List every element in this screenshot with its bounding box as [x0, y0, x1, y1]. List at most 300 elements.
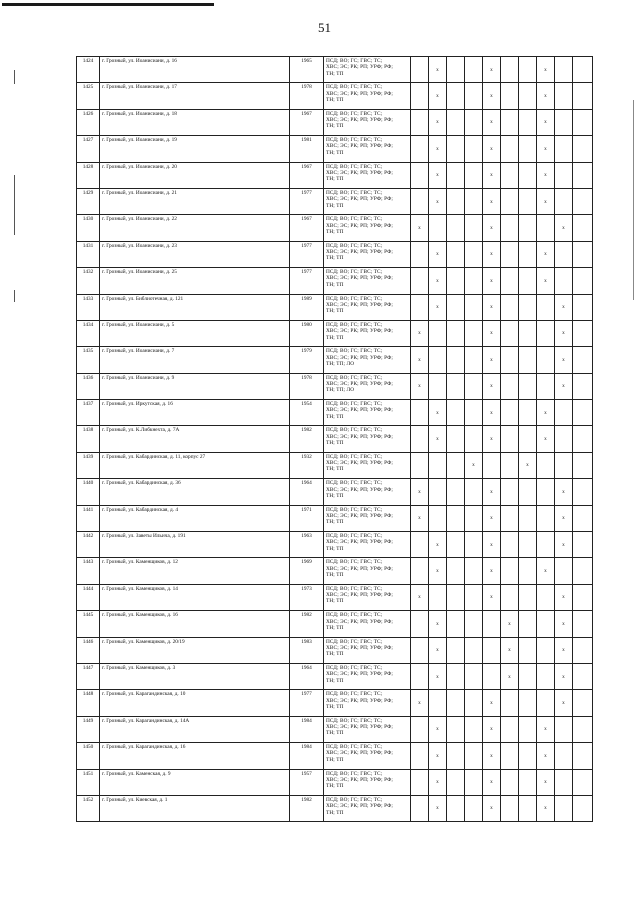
- codes-line: ПСД; ВО; ГС; ГВС; ТС;: [326, 744, 383, 751]
- mark-cell: x: [483, 215, 501, 241]
- codes-line: ПСД; ВО; ГС; ГВС; ТС;: [326, 480, 383, 487]
- year-built-cell: 1977: [290, 268, 324, 294]
- row-number: 1449: [77, 716, 100, 742]
- mark-cell: [447, 690, 465, 716]
- codes-line: ТН; ТП: [326, 783, 344, 790]
- address-cell: г. Грозный, ул. Заветы Ильича, д. 191: [100, 532, 290, 558]
- mark-cell: [519, 505, 537, 531]
- address-cell: г. Грозный, ул. Киевская, д. 1: [100, 795, 290, 821]
- codes-line: ХВС; ЭС; РК; РП; УРФ; РФ;: [326, 301, 393, 308]
- mark-cell: [411, 637, 429, 663]
- mark-cell: [555, 400, 573, 426]
- mark-cell: [447, 532, 465, 558]
- table-row: [77, 268, 593, 294]
- mark-cell: [465, 716, 483, 742]
- documentation-codes-cell: [324, 83, 411, 109]
- mark-cell: x: [429, 400, 447, 426]
- row-number: 1424: [77, 57, 100, 83]
- year-built-cell: 1954: [290, 400, 324, 426]
- mark-cell: [501, 268, 519, 294]
- codes-line: ПСД; ВО; ГС; ГВС; ТС;: [326, 559, 383, 566]
- documentation-codes-cell: [324, 241, 411, 267]
- year-built-cell: 1964: [290, 479, 324, 505]
- year-built-cell: 1982: [290, 426, 324, 452]
- extra-cell: [573, 479, 593, 505]
- codes-line: ТН; ТП: [326, 96, 344, 103]
- table-row: [77, 162, 593, 188]
- mark-cell: [465, 241, 483, 267]
- mark-cell: [501, 795, 519, 821]
- mark-cell: [519, 479, 537, 505]
- documentation-codes-cell: [324, 57, 411, 83]
- documentation-codes-cell: [324, 109, 411, 135]
- year-built-cell: 1984: [290, 716, 324, 742]
- documentation-codes-cell: [324, 320, 411, 346]
- codes-line: ТН; ТП: [326, 308, 344, 315]
- mark-cell: [519, 663, 537, 689]
- extra-cell: [573, 241, 593, 267]
- mark-cell: [501, 452, 519, 478]
- mark-cell: [447, 373, 465, 399]
- codes-line: ТН; ТП: [326, 545, 344, 552]
- extra-cell: [573, 136, 593, 162]
- mark-cell: [411, 83, 429, 109]
- address-cell: г. Грозный, ул. Каменская, д. 9: [100, 769, 290, 795]
- table-row: [77, 532, 593, 558]
- year-built-cell: 1969: [290, 558, 324, 584]
- row-number: 1429: [77, 188, 100, 214]
- mark-cell: x: [429, 637, 447, 663]
- mark-cell: [429, 320, 447, 346]
- codes-line: ХВС; ЭС; РК; РП; УРФ; РФ;: [326, 64, 393, 71]
- codes-line: ПСД; ВО; ГС; ГВС; ТС;: [326, 84, 383, 91]
- mark-cell: x: [483, 505, 501, 531]
- mark-cell: x: [555, 611, 573, 637]
- codes-line: ТН; ТП; ЛО: [326, 387, 355, 394]
- mark-cell: [555, 162, 573, 188]
- mark-cell: [465, 663, 483, 689]
- mark-cell: [411, 532, 429, 558]
- documentation-codes-cell: [324, 505, 411, 531]
- mark-cell: [501, 136, 519, 162]
- table-row: [77, 400, 593, 426]
- table-row: [77, 57, 593, 83]
- codes-line: ТН; ТП: [326, 202, 344, 209]
- mark-cell: x: [429, 663, 447, 689]
- year-built-cell: 1963: [290, 532, 324, 558]
- documentation-codes-cell: [324, 769, 411, 795]
- mark-cell: [465, 347, 483, 373]
- address-cell: г. Грозный, ул. Иоанисиани, д. 18: [100, 109, 290, 135]
- year-built-cell: 1967: [290, 215, 324, 241]
- codes-line: ХВС; ЭС; РК; РП; УРФ; РФ;: [326, 565, 393, 572]
- address-cell: г. Грозный, ул. Иоанисиани, д. 21: [100, 188, 290, 214]
- mark-cell: [447, 663, 465, 689]
- table-row: [77, 479, 593, 505]
- codes-line: ХВС; ЭС; РК; РП; УРФ; РФ;: [326, 460, 393, 467]
- mark-cell: [411, 400, 429, 426]
- mark-cell: [465, 690, 483, 716]
- table-row: [77, 795, 593, 821]
- address-cell: г. Грозный, ул. Иоанисиани, д. 25: [100, 268, 290, 294]
- mark-cell: [429, 215, 447, 241]
- mark-cell: [465, 162, 483, 188]
- documentation-codes-cell: [324, 373, 411, 399]
- address-cell: г. Грозный, ул. Кабардинская, д. 36: [100, 479, 290, 505]
- table-row: [77, 637, 593, 663]
- codes-line: ХВС; ЭС; РК; РП; УРФ; РФ;: [326, 671, 393, 678]
- extra-cell: [573, 690, 593, 716]
- mark-cell: x: [429, 162, 447, 188]
- mark-cell: [429, 347, 447, 373]
- mark-cell: [519, 215, 537, 241]
- mark-cell: [519, 769, 537, 795]
- mark-cell: [501, 743, 519, 769]
- year-built-cell: 1978: [290, 373, 324, 399]
- mark-cell: [555, 795, 573, 821]
- mark-cell: [519, 373, 537, 399]
- mark-cell: [465, 743, 483, 769]
- mark-cell: x: [555, 347, 573, 373]
- mark-cell: [465, 505, 483, 531]
- mark-cell: x: [483, 690, 501, 716]
- mark-cell: x: [429, 136, 447, 162]
- codes-line: ТН; ТП: [326, 413, 344, 420]
- address-cell: г. Грозный, ул. Каменщиков, д. 20/19: [100, 637, 290, 663]
- mark-cell: [411, 188, 429, 214]
- mark-cell: x: [555, 505, 573, 531]
- mark-cell: [447, 637, 465, 663]
- row-number: 1445: [77, 611, 100, 637]
- codes-line: ХВС; ЭС; РК; РП; УРФ; РФ;: [326, 222, 393, 229]
- codes-line: ХВС; ЭС; РК; РП; УРФ; РФ;: [326, 328, 393, 335]
- codes-line: ТН; ТП: [326, 176, 344, 183]
- mark-cell: [465, 373, 483, 399]
- codes-line: ПСД; ВО; ГС; ГВС; ТС;: [326, 533, 383, 540]
- codes-line: ПСД; ВО; ГС; ГВС; ТС;: [326, 216, 383, 223]
- top-rule: [2, 3, 214, 6]
- codes-line: ПСД; ВО; ГС; ГВС; ТС;: [326, 796, 383, 803]
- table-row: [77, 452, 593, 478]
- documentation-codes-cell: [324, 584, 411, 610]
- mark-cell: x: [537, 716, 555, 742]
- extra-cell: [573, 637, 593, 663]
- mark-cell: [465, 558, 483, 584]
- documentation-codes-cell: [324, 795, 411, 821]
- mark-cell: x: [483, 716, 501, 742]
- mark-cell: [537, 532, 555, 558]
- mark-cell: x: [555, 637, 573, 663]
- documentation-codes-cell: [324, 452, 411, 478]
- mark-cell: [447, 743, 465, 769]
- mark-cell: [429, 690, 447, 716]
- codes-line: ХВС; ЭС; РК; РП; УРФ; РФ;: [326, 169, 393, 176]
- margin-scan-mark: [14, 175, 15, 235]
- mark-cell: [501, 241, 519, 267]
- documentation-codes-cell: [324, 162, 411, 188]
- mark-cell: [501, 320, 519, 346]
- mark-cell: x: [537, 400, 555, 426]
- mark-cell: [483, 611, 501, 637]
- documentation-codes-cell: [324, 663, 411, 689]
- codes-line: ТН; ТП: [326, 281, 344, 288]
- mark-cell: [411, 611, 429, 637]
- mark-cell: x: [537, 558, 555, 584]
- year-built-cell: 1984: [290, 743, 324, 769]
- mark-cell: x: [429, 426, 447, 452]
- mark-cell: [465, 769, 483, 795]
- mark-cell: [555, 743, 573, 769]
- mark-cell: [555, 769, 573, 795]
- row-number: 1430: [77, 215, 100, 241]
- extra-cell: [573, 215, 593, 241]
- documentation-codes-cell: [324, 479, 411, 505]
- mark-cell: x: [555, 584, 573, 610]
- address-cell: г. Грозный, ул. Иоанисиани, д. 17: [100, 83, 290, 109]
- extra-cell: [573, 373, 593, 399]
- mark-cell: [429, 584, 447, 610]
- year-built-cell: 1981: [290, 136, 324, 162]
- mark-cell: x: [429, 611, 447, 637]
- mark-cell: x: [537, 188, 555, 214]
- mark-cell: x: [411, 690, 429, 716]
- mark-cell: [537, 320, 555, 346]
- codes-line: ХВС; ЭС; РК; РП; УРФ; РФ;: [326, 592, 393, 599]
- margin-scan-mark: [633, 100, 634, 300]
- documentation-codes-cell: [324, 532, 411, 558]
- mark-cell: [519, 57, 537, 83]
- mark-cell: [501, 215, 519, 241]
- codes-line: ТН; ТП: [326, 123, 344, 130]
- mark-cell: [501, 426, 519, 452]
- table-row: [77, 505, 593, 531]
- mark-cell: x: [483, 400, 501, 426]
- row-number: 1431: [77, 241, 100, 267]
- mark-cell: [483, 663, 501, 689]
- mark-cell: [483, 637, 501, 663]
- mark-cell: [447, 795, 465, 821]
- mark-cell: [501, 558, 519, 584]
- codes-line: ПСД; ВО; ГС; ГВС; ТС;: [326, 717, 383, 724]
- codes-line: ХВС; ЭС; РК; РП; УРФ; РФ;: [326, 407, 393, 414]
- mark-cell: [429, 479, 447, 505]
- extra-cell: [573, 347, 593, 373]
- address-cell: г. Грозный, ул. Иоанисиани, д. 9: [100, 373, 290, 399]
- mark-cell: x: [483, 743, 501, 769]
- mark-cell: [519, 690, 537, 716]
- documentation-codes-cell: [324, 743, 411, 769]
- mark-cell: x: [483, 294, 501, 320]
- mark-cell: [411, 109, 429, 135]
- extra-cell: [573, 162, 593, 188]
- mark-cell: [465, 795, 483, 821]
- mark-cell: x: [537, 241, 555, 267]
- mark-cell: [501, 690, 519, 716]
- codes-line: ПСД; ВО; ГС; ГВС; ТС;: [326, 242, 383, 249]
- mark-cell: [411, 136, 429, 162]
- mark-cell: x: [483, 162, 501, 188]
- year-built-cell: 1932: [290, 452, 324, 478]
- mark-cell: [501, 162, 519, 188]
- mark-cell: x: [483, 479, 501, 505]
- mark-cell: [429, 505, 447, 531]
- codes-line: ТН; ТП: [326, 70, 344, 77]
- codes-line: ТН; ТП: [326, 756, 344, 763]
- mark-cell: [411, 162, 429, 188]
- mark-cell: [411, 558, 429, 584]
- mark-cell: x: [483, 188, 501, 214]
- codes-line: ПСД; ВО; ГС; ГВС; ТС;: [326, 110, 383, 117]
- address-cell: г. Грозный, ул. Каменщиков, д. 12: [100, 558, 290, 584]
- documentation-codes-cell: [324, 136, 411, 162]
- table-row: [77, 426, 593, 452]
- row-number: 1448: [77, 690, 100, 716]
- extra-cell: [573, 558, 593, 584]
- mark-cell: [519, 136, 537, 162]
- row-number: 1444: [77, 584, 100, 610]
- mark-cell: [465, 188, 483, 214]
- mark-cell: x: [555, 373, 573, 399]
- register-body: [77, 57, 593, 822]
- mark-cell: [465, 83, 483, 109]
- mark-cell: [501, 373, 519, 399]
- mark-cell: x: [537, 795, 555, 821]
- mark-cell: x: [537, 743, 555, 769]
- mark-cell: x: [429, 241, 447, 267]
- codes-line: ТН; ТП: [326, 651, 344, 658]
- codes-line: ХВС; ЭС; РК; РП; УРФ; РФ;: [326, 143, 393, 150]
- mark-cell: [501, 532, 519, 558]
- mark-cell: [447, 479, 465, 505]
- row-number: 1434: [77, 320, 100, 346]
- mark-cell: [537, 663, 555, 689]
- mark-cell: [519, 294, 537, 320]
- mark-cell: [555, 57, 573, 83]
- address-cell: г. Грозный, ул. Каменщиков, д. 14: [100, 584, 290, 610]
- mark-cell: x: [483, 769, 501, 795]
- mark-cell: [519, 268, 537, 294]
- extra-cell: [573, 769, 593, 795]
- mark-cell: [411, 769, 429, 795]
- mark-cell: x: [429, 795, 447, 821]
- mark-cell: x: [555, 479, 573, 505]
- address-cell: г. Грозный, ул. Карагандинская, д. 14А: [100, 716, 290, 742]
- address-cell: г. Грозный, ул. Кабардинская, д. 4: [100, 505, 290, 531]
- codes-line: ПСД; ВО; ГС; ГВС; ТС;: [326, 269, 383, 276]
- mark-cell: [555, 426, 573, 452]
- mark-cell: x: [537, 109, 555, 135]
- mark-cell: x: [483, 268, 501, 294]
- row-number: 1442: [77, 532, 100, 558]
- codes-line: ХВС; ЭС; РК; РП; УРФ; РФ;: [326, 750, 393, 757]
- year-built-cell: 1982: [290, 611, 324, 637]
- mark-cell: [501, 294, 519, 320]
- mark-cell: [537, 637, 555, 663]
- codes-line: ТН; ТП: [326, 228, 344, 235]
- mark-cell: [447, 294, 465, 320]
- mark-cell: [519, 400, 537, 426]
- table-row: [77, 294, 593, 320]
- margin-scan-mark: [14, 70, 15, 84]
- documentation-codes-cell: [324, 426, 411, 452]
- extra-cell: [573, 743, 593, 769]
- codes-line: ПСД; ВО; ГС; ГВС; ТС;: [326, 163, 383, 170]
- mark-cell: [447, 611, 465, 637]
- codes-line: ХВС; ЭС; РК; РП; УРФ; РФ;: [326, 644, 393, 651]
- mark-cell: [447, 347, 465, 373]
- mark-cell: [501, 347, 519, 373]
- table-row: [77, 215, 593, 241]
- address-cell: г. Грозный, ул. Иоанисиани, д. 16: [100, 57, 290, 83]
- mark-cell: [465, 109, 483, 135]
- documentation-codes-cell: [324, 215, 411, 241]
- codes-line: ПСД; ВО; ГС; ГВС; ТС;: [326, 506, 383, 513]
- codes-line: ТН; ТП: [326, 519, 344, 526]
- codes-line: ТН; ТП: [326, 149, 344, 156]
- extra-cell: [573, 532, 593, 558]
- documentation-codes-cell: [324, 400, 411, 426]
- row-number: 1425: [77, 83, 100, 109]
- extra-cell: [573, 663, 593, 689]
- mark-cell: [411, 57, 429, 83]
- mark-cell: [465, 294, 483, 320]
- mark-cell: [447, 505, 465, 531]
- extra-cell: [573, 716, 593, 742]
- address-cell: г. Грозный, ул. Иоанисиани, д. 19: [100, 136, 290, 162]
- codes-line: ТН; ТП: [326, 703, 344, 710]
- codes-line: ХВС; ЭС; РК; РП; УРФ; РФ;: [326, 539, 393, 546]
- documentation-codes-cell: [324, 268, 411, 294]
- mark-cell: x: [537, 268, 555, 294]
- codes-line: ПСД; ВО; ГС; ГВС; ТС;: [326, 585, 383, 592]
- mark-cell: [447, 162, 465, 188]
- mark-cell: [447, 320, 465, 346]
- mark-cell: [465, 400, 483, 426]
- codes-line: ПСД; ВО; ГС; ГВС; ТС;: [326, 401, 383, 408]
- row-number: 1447: [77, 663, 100, 689]
- mark-cell: x: [537, 83, 555, 109]
- table-row: [77, 611, 593, 637]
- mark-cell: [537, 584, 555, 610]
- mark-cell: [411, 241, 429, 267]
- codes-line: ТН; ТП: [326, 730, 344, 737]
- documentation-codes-cell: [324, 637, 411, 663]
- mark-cell: x: [483, 136, 501, 162]
- mark-cell: x: [411, 320, 429, 346]
- mark-cell: [483, 452, 501, 478]
- year-built-cell: 1967: [290, 109, 324, 135]
- address-cell: г. Грозный, ул. Иоанисиани, д. 20: [100, 162, 290, 188]
- extra-cell: [573, 505, 593, 531]
- mark-cell: x: [465, 452, 483, 478]
- mark-cell: x: [429, 268, 447, 294]
- table-row: [77, 83, 593, 109]
- year-built-cell: 1973: [290, 584, 324, 610]
- address-cell: г. Грозный, ул. Кабардинская, д. 11, корпус 27: [100, 452, 290, 478]
- mark-cell: [555, 452, 573, 478]
- mark-cell: x: [429, 109, 447, 135]
- year-built-cell: 1967: [290, 162, 324, 188]
- table-row: [77, 320, 593, 346]
- mark-cell: [519, 637, 537, 663]
- mark-cell: x: [483, 532, 501, 558]
- mark-cell: [465, 611, 483, 637]
- extra-cell: [573, 320, 593, 346]
- mark-cell: [537, 215, 555, 241]
- mark-cell: [411, 716, 429, 742]
- mark-cell: x: [429, 294, 447, 320]
- extra-cell: [573, 57, 593, 83]
